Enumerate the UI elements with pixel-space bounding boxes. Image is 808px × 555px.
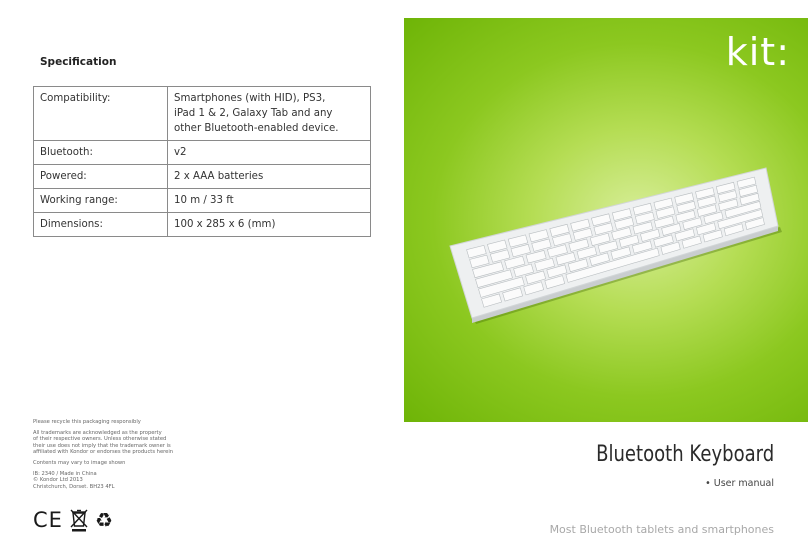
cover-image-panel (404, 18, 808, 422)
spec-value: 10 m / 33 ft (168, 189, 371, 213)
compliance-marks (33, 508, 113, 532)
spec-label: Working range: (34, 189, 168, 213)
recycle-note: Please recycle this packaging responsibly (33, 419, 141, 425)
weee-bin-icon (69, 508, 89, 532)
spec-row-bluetooth (34, 141, 371, 165)
brand-logo: kit: (725, 30, 790, 74)
spec-row-compatibility (34, 87, 371, 141)
compatibility-tagline: Most Bluetooth tablets and smartphones (549, 523, 774, 536)
ce-mark-icon: CE (33, 508, 63, 532)
spec-value: Smartphones (with HID), PS3, iPad 1 & 2, Galaxy Tab and any other Bluetooth-enabled device. (168, 87, 371, 141)
contents-note: Contents may vary to image shown (33, 459, 126, 466)
trademark-note: All trademarks are acknowledged as the property of their respective owners. Unless otherwise stated their use does not imply that the trademark owner is affiliated with Kondor or endorses the products herein (33, 429, 174, 456)
spec-value: 100 x 285 x 6 (mm) (168, 213, 371, 237)
manual-subtitle: • User manual (705, 478, 774, 489)
spec-row-dimensions (34, 213, 371, 237)
keyboard-image (444, 146, 784, 346)
product-title: Bluetooth Keyboard (595, 442, 774, 467)
spec-value: v2 (168, 141, 371, 165)
spec-label: Dimensions: (34, 213, 168, 237)
spec-table (33, 86, 371, 237)
spec-label: Compatibility: (34, 87, 168, 141)
recycle-icon: ♻ (94, 508, 113, 532)
spec-value: 2 x AAA batteries (168, 165, 371, 189)
spec-label: Powered: (34, 165, 168, 189)
spec-heading: Specification (40, 56, 117, 68)
spec-row-powered (34, 165, 371, 189)
spec-row-working-range (34, 189, 371, 213)
spec-label: Bluetooth: (34, 141, 168, 165)
fineprint (33, 419, 183, 494)
company-info: IB: 2340 / Made in China © Kondor Ltd 2013 Christchurch, Dorset. BH23 4FL (33, 470, 115, 490)
